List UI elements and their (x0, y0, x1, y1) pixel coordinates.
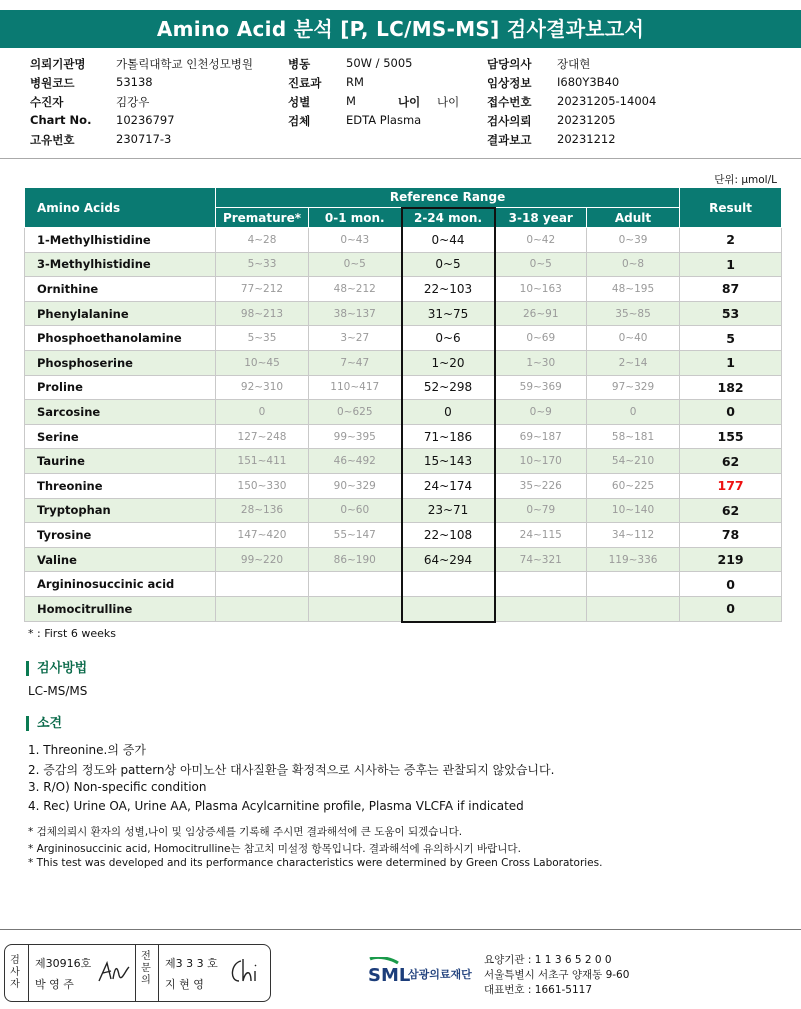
amino-acid-name: Homocitrulline (25, 596, 216, 621)
ref-range-cell: 74~321 (495, 547, 587, 572)
table-row (25, 326, 782, 351)
info-value: 53138 (116, 75, 153, 89)
amino-acid-name: Taurine (25, 449, 216, 474)
result-cell: 177 (680, 473, 782, 498)
ref-range-cell: 0~5 (402, 252, 495, 277)
ref-range-cell: 0~60 (309, 498, 402, 523)
ref-range-cell: 31~75 (402, 301, 495, 326)
ref-range-cell: 0~42 (495, 228, 587, 253)
ref-range-cell: 0~6 (402, 326, 495, 351)
ref-range-cell: 52~298 (402, 375, 495, 400)
ref-range-cell: 1~30 (495, 350, 587, 375)
result-cell: 155 (680, 424, 782, 449)
ref-col-header: 0-1 mon. (309, 208, 402, 228)
note-line: * Argininosuccinic acid, Homocitrulline는 참고치 미설정 항목입니다. 결과해석에 유의하시기 바랍니다. (28, 843, 521, 855)
ref-range-header: Reference Range (216, 188, 680, 208)
ref-range-cell: 151~411 (216, 449, 309, 474)
ref-range-cell: 7~47 (309, 350, 402, 375)
ref-range-cell: 22~103 (402, 277, 495, 302)
table-row (25, 350, 782, 375)
ref-range-cell: 127~248 (216, 424, 309, 449)
finding-line: 3. R/O) Non-specific condition (28, 780, 207, 794)
ref-range-cell (587, 572, 680, 597)
ref-range-cell: 0~44 (402, 228, 495, 253)
specialist-number: 제3 3 3 호 (165, 957, 218, 970)
info-value: 50W / 5005 (346, 56, 413, 70)
ref-range-cell: 86~190 (309, 547, 402, 572)
specialist-name: 지 현 영 (165, 978, 204, 991)
org-code: 요양기관 : 1 1 3 6 5 2 0 0 (484, 954, 612, 966)
patient-info (30, 56, 790, 151)
ref-range-cell: 22~108 (402, 523, 495, 548)
amino-acid-name: Sarcosine (25, 400, 216, 425)
tester-name: 박 영 주 (35, 978, 74, 991)
specialist-label: 전문의 (141, 951, 151, 986)
info-label: 검체 (288, 114, 311, 128)
ref-range-cell: 3~27 (309, 326, 402, 351)
ref-range-cell: 69~187 (495, 424, 587, 449)
amino-acid-name: Ornithine (25, 277, 216, 302)
ref-range-cell (309, 572, 402, 597)
table-row (25, 252, 782, 277)
info-value: 김강우 (116, 95, 150, 109)
info-value: 10236797 (116, 113, 175, 127)
result-cell: 1 (680, 252, 782, 277)
ref-range-cell: 71~186 (402, 424, 495, 449)
info-label: 고유번호 (30, 133, 75, 147)
ref-range-cell (495, 596, 587, 621)
tester-number: 제30916호 (35, 957, 92, 970)
divider (0, 158, 801, 159)
result-cell: 87 (680, 277, 782, 302)
ref-range-cell: 150~330 (216, 473, 309, 498)
result-cell: 0 (680, 596, 782, 621)
ref-range-cell (216, 572, 309, 597)
footer-divider (0, 929, 801, 930)
result-cell: 62 (680, 498, 782, 523)
note-line: * This test was developed and its performance characteristics were determined by Green Cross Laboratories. (28, 857, 603, 869)
info-label: 결과보고 (487, 133, 532, 147)
table-row (25, 498, 782, 523)
ref-col-header: 3-18 year (495, 208, 587, 228)
ref-range-cell: 0 (402, 400, 495, 425)
ref-range-cell: 64~294 (402, 547, 495, 572)
amino-acid-name: Phosphoethanolamine (25, 326, 216, 351)
table-row (25, 473, 782, 498)
ref-col-header: 2-24 mon. (402, 208, 495, 228)
ref-range-cell: 35~226 (495, 473, 587, 498)
ref-range-cell: 0~40 (587, 326, 680, 351)
amino-acid-name: Phenylalanine (25, 301, 216, 326)
info-label: 접수번호 (487, 95, 532, 109)
info-label: 성별 (288, 95, 311, 109)
info-value: 20231212 (557, 132, 616, 146)
table-row (25, 375, 782, 400)
amino-acid-name: Valine (25, 547, 216, 572)
amino-acid-name: 1-Methylhistidine (25, 228, 216, 253)
org-phone: 대표번호 : 1661-5117 (484, 984, 593, 996)
ref-range-cell: 4~28 (216, 228, 309, 253)
result-cell: 1 (680, 350, 782, 375)
table-row (25, 596, 782, 621)
finding-line: 1. Threonine.의 증가 (28, 743, 146, 757)
ref-range-cell: 5~33 (216, 252, 309, 277)
ref-range-cell: 24~115 (495, 523, 587, 548)
amino-acid-name: Threonine (25, 473, 216, 498)
finding-line: 4. Rec) Urine OA, Urine AA, Plasma Acylcarnitine profile, Plasma VLCFA if indicated (28, 799, 524, 813)
ref-range-cell: 90~329 (309, 473, 402, 498)
ref-range-cell: 0~5 (309, 252, 402, 277)
tester-signature (95, 957, 131, 987)
ref-range-cell: 59~369 (495, 375, 587, 400)
note-line: * 검체의뢰시 환자의 성별,나이 및 임상증세를 기록해 주시면 결과해석에 큰 도움이 되겠습니다. (28, 826, 463, 838)
org-info (484, 953, 629, 998)
report-title: Amino Acid 분석 [P, LC/MS-MS] 검사결과보고서 (0, 10, 801, 48)
ref-range-cell: 28~136 (216, 498, 309, 523)
sig-divider (135, 945, 136, 1001)
info-value: 장대현 (557, 57, 591, 71)
amino-acid-name: Argininosuccinic acid (25, 572, 216, 597)
amino-acid-name: Tryptophan (25, 498, 216, 523)
finding-line: 2. 증감의 정도와 pattern상 아미노산 대사질환을 확정적으로 시사하는 증후는 관찰되지 않았습니다. (28, 763, 555, 777)
info-value: 20231205 (557, 113, 616, 127)
org-address: 서울특별시 서초구 양재동 9-60 (484, 969, 630, 981)
table-row (25, 228, 782, 253)
ref-range-cell: 1~20 (402, 350, 495, 375)
result-cell: 0 (680, 400, 782, 425)
result-cell: 5 (680, 326, 782, 351)
amino-acid-name: Tyrosine (25, 523, 216, 548)
ref-range-cell: 10~163 (495, 277, 587, 302)
col-header-name: Amino Acids (25, 188, 216, 228)
age-label: 나이 (398, 95, 421, 109)
info-label: 의뢰기관명 (30, 57, 86, 71)
ref-range-cell: 26~91 (495, 301, 587, 326)
info-label: Chart No. (30, 113, 92, 127)
age-value: 나이 (437, 95, 460, 109)
ref-range-cell: 147~420 (216, 523, 309, 548)
ref-range-cell: 54~210 (587, 449, 680, 474)
ref-range-cell: 15~143 (402, 449, 495, 474)
info-value: I680Y3B40 (557, 75, 620, 89)
ref-range-cell: 0~5 (495, 252, 587, 277)
ref-range-cell: 99~395 (309, 424, 402, 449)
result-cell: 2 (680, 228, 782, 253)
ref-range-cell: 77~212 (216, 277, 309, 302)
amino-acid-name: Phosphoserine (25, 350, 216, 375)
table-row (25, 523, 782, 548)
info-value: M (346, 94, 356, 108)
ref-range-cell: 46~492 (309, 449, 402, 474)
ref-range-cell: 38~137 (309, 301, 402, 326)
amino-acid-name: Proline (25, 375, 216, 400)
table-row (25, 301, 782, 326)
col-header-result: Result (680, 188, 782, 228)
ref-range-cell: 0 (587, 400, 680, 425)
ref-range-cell: 0~39 (587, 228, 680, 253)
result-cell: 219 (680, 547, 782, 572)
signature-box (4, 944, 271, 1002)
ref-range-cell: 0~69 (495, 326, 587, 351)
info-label: 진료과 (288, 76, 322, 90)
logo-text: SML (368, 965, 411, 986)
ref-range-cell (216, 596, 309, 621)
info-label: 검사의뢰 (487, 114, 532, 128)
ref-range-cell: 34~112 (587, 523, 680, 548)
ref-range-cell (309, 596, 402, 621)
amino-acid-name: Serine (25, 424, 216, 449)
unit-label: 단위: µmol/L (714, 174, 777, 186)
ref-range-cell: 58~181 (587, 424, 680, 449)
info-value: RM (346, 75, 364, 89)
ref-range-cell: 0~9 (495, 400, 587, 425)
ref-range-cell: 0~8 (587, 252, 680, 277)
result-cell: 53 (680, 301, 782, 326)
amino-acid-table (24, 187, 782, 623)
sml-logo (366, 957, 478, 991)
ref-range-cell (402, 596, 495, 621)
info-label: 수진자 (30, 95, 64, 109)
ref-range-cell: 35~85 (587, 301, 680, 326)
ref-range-cell: 0~625 (309, 400, 402, 425)
sig-divider (28, 945, 29, 1001)
info-value: EDTA Plasma (346, 113, 422, 127)
info-value: 20231205-14004 (557, 94, 657, 108)
ref-range-cell: 24~174 (402, 473, 495, 498)
ref-range-cell: 0~79 (495, 498, 587, 523)
ref-range-cell: 55~147 (309, 523, 402, 548)
amino-acid-name: 3-Methylhistidine (25, 252, 216, 277)
result-cell: 182 (680, 375, 782, 400)
info-label: 담당의사 (487, 57, 532, 71)
table-footnote: * : First 6 weeks (28, 627, 116, 640)
ref-range-cell: 5~35 (216, 326, 309, 351)
ref-range-cell (587, 596, 680, 621)
tester-label: 검사자 (10, 955, 20, 990)
ref-range-cell: 119~336 (587, 547, 680, 572)
method-text: LC-MS/MS (28, 684, 88, 698)
ref-range-cell: 2~14 (587, 350, 680, 375)
result-cell: 78 (680, 523, 782, 548)
method-heading: 검사방법 (26, 661, 87, 676)
result-cell: 0 (680, 572, 782, 597)
result-cell: 62 (680, 449, 782, 474)
ref-range-cell: 110~417 (309, 375, 402, 400)
info-label: 병원코드 (30, 76, 75, 90)
ref-range-cell: 60~225 (587, 473, 680, 498)
table-row (25, 449, 782, 474)
table-row (25, 424, 782, 449)
ref-range-cell (495, 572, 587, 597)
info-value: 230717-3 (116, 132, 172, 146)
info-label: 임상정보 (487, 76, 532, 90)
table-row (25, 547, 782, 572)
ref-range-cell: 98~213 (216, 301, 309, 326)
ref-range-cell: 10~170 (495, 449, 587, 474)
ref-range-cell: 92~310 (216, 375, 309, 400)
table-row (25, 277, 782, 302)
ref-range-cell: 0 (216, 400, 309, 425)
ref-range-cell: 48~212 (309, 277, 402, 302)
ref-range-cell: 99~220 (216, 547, 309, 572)
specialist-signature (227, 955, 265, 987)
ref-range-cell: 0~43 (309, 228, 402, 253)
ref-range-cell: 48~195 (587, 277, 680, 302)
table-row (25, 400, 782, 425)
ref-col-header: Premature* (216, 208, 309, 228)
info-value: 가톨릭대학교 인천성모병원 (116, 57, 253, 71)
table-row (25, 572, 782, 597)
org-name: 삼광의료재단 (408, 968, 472, 981)
ref-col-header: Adult (587, 208, 680, 228)
findings-heading: 소견 (26, 716, 62, 731)
ref-range-cell (402, 572, 495, 597)
ref-range-cell: 23~71 (402, 498, 495, 523)
ref-range-cell: 10~45 (216, 350, 309, 375)
ref-range-cell: 97~329 (587, 375, 680, 400)
sig-divider (158, 945, 159, 1001)
info-label: 병동 (288, 57, 311, 71)
ref-range-cell: 10~140 (587, 498, 680, 523)
